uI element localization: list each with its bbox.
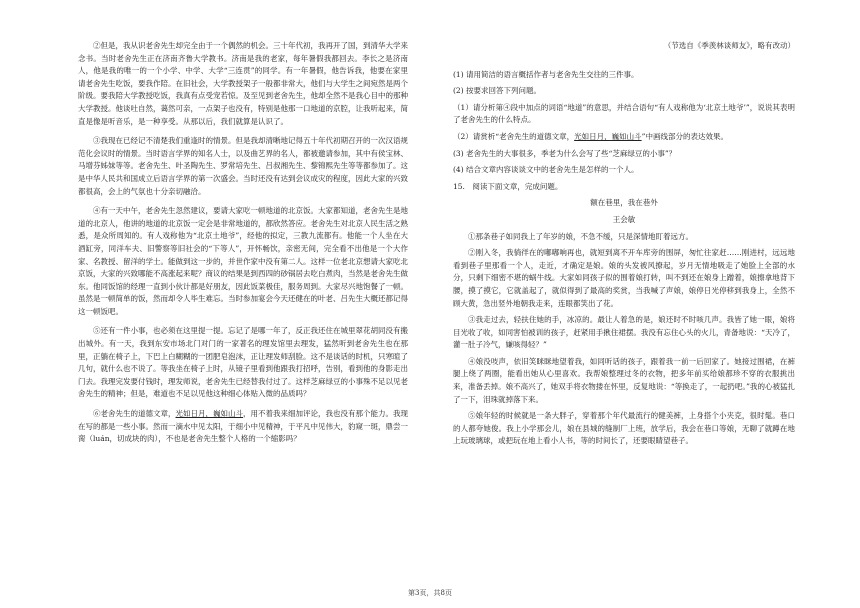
paragraph-2: ②但是，我从识老舍先生却完全由于一个偶然的机会。三十年代初，我再开了国，到清华大学来念书。当时老舍先生正在济南齐鲁大学教书。济南是我的老家，每年暑假我都回去。李长之是济南人，他是我的唯一的一个小学、中学、大学“三连贯”的同学。有一年暑假，他告诉我，他要在家里请老舍先生吃饭，要我作陪。在旧社会，大学教授架子一般都非常大，他们与大学生之间宛然是两个阶级。要我陪大学教授吃饭，我真有点受宠若惊。及至见到老舍先生，他却全然不是我心目中的那种大学教授。他谈吐自然，蔼然可亲，一点架子也没有，特别是他那一口地道的京腔，让我听起来，简直是像是听音乐，是一种享受。从那以后，我们就算是认识了。 [78, 41, 408, 126]
q2b-end: ”中画线部分的表达效果。 [641, 131, 728, 141]
article-author: 王会敏 [612, 214, 636, 224]
page-number: 第3页，共8页 [408, 589, 452, 597]
question-1: (1) 请用简洁的语言概括作者与老舍先生交往的三件事。 [453, 69, 639, 79]
source-note: （节选自《季羡林谈师友》，略有改动） [663, 41, 795, 50]
paragraph-5: ⑤还有一件小事，也必须在这里提一提。忘记了是哪一年了，反正我还住在城里翠花胡同没有搬出城外。有一天，我到东安市场北门对门的一家著名的理发馆里去理发，猛然听到老舍先生也在那里，正躺在椅子上，下巴上白糊糊的一团肥皂泡沫，正让理发师刮脸。这不是谈话的时机，只寒暄了几句，就什么也不说了。等我坐在椅子上时，从镜子里看到他跟我打招呼，告别，看到他的身影走出门去。我理完发要付钱时，理发师说，老舍先生已经替我付过了。这样芝麻绿豆的小事殊不足以见老舍先生的精神；但是，难道也不足以见他这种细心体贴入微的品质吗？ [78, 326, 408, 399]
underlined-phrase: 光如日月，巍如山斗 [175, 409, 243, 419]
q2b-underlined: 光如日月，巍如山斗 [574, 131, 642, 141]
article-paragraph-4: ④娘没吱声，依旧笑眯眯地望着我，如同听话的孩子，跟着我一前一后回家了。她接过围裙，在裤腿上绕了两圈，能看出她从心里喜欢。我帮娘整理过冬的衣物，把多年前买给娘都珍不穿的衣服挑出来，准备丢掉。娘不高兴了，她双手将衣物搂在怀里，反复地说：“等换走了，一起扔吧。”我的心被猛扎了一下，泪珠就掉落下来。 [453, 356, 795, 404]
article-title: 额在巷里，我在巷外 [590, 198, 658, 208]
question-2: (2) 按要求回答下列问题。 [453, 86, 542, 96]
paragraph-3: ③我现在已经记不清楚我们重逢时的情景。但是我却清晰地记得五十年代初期召开的一次汉语规范化会议时的情景。当时语言学界的知名人士，以及曲艺界的名人，都被邀请参加，其中有侯宝林、马增芬姊妹等等。老舍先生、叶圣陶先生、罗常培先生、吕叔湘先生、黎锦熙先生等等都参加了。这是中华人民共和国成立后语言学界的第一次盛会。当时还没有达到会议成灾的程度，因此大家的兴致都很高，会上的气氛也十分亲切融洽。 [78, 136, 408, 196]
q2b-start: （2）请赏析“老舍先生的道德文章， [453, 131, 575, 141]
left-column [78, 40, 408, 446]
article-paragraph-3: ③我走过去，轻扶住她的手，冰凉的。最让人着急的是，娘还时不时咳几声。我皆了她一眼，娘将目光收了收，如同害怕被训的孩子，赶紧用手揪住裙摆。我没有忘住心头的火儿，青备地说：“天冷了，灌一肚子冷气，嫌咳得轻？” [453, 315, 795, 350]
article-paragraph-5: ⑤娘年轻的时候就是一条大胖子，穿着那个年代最流行的健美裤，上身搭个小夹克，很时髦。巷口的人都夸她俊。我上小学那会儿，娘在县城的缝制厂上班，放学后，我会在巷口等娘，无聊了就蹲在地上玩玻璃球，或把玩在地上看小人书，等的时间长了，还要眼睛望巷子。 [453, 411, 795, 446]
question-3: (3) 老舍先生的大事很多，季老为什么会写了些“芝麻绿豆的小事”？ [453, 148, 677, 158]
question-4: (4) 结合文章内容谈谈文中的老舍先生是怎样的一个人。 [453, 165, 639, 175]
article-paragraph-2: ②刚入冬，我徜徉在的嘟嘟响再也，就短到离不开车库旁的围屏，匆忙往家赶……刚进村，远远地看到巷子里那看一个人，走近，才确定是娘。娘的头发被风撩起，岁月无情地吸走了她脸上全部的水分，只剩下细密不堪的蜗牛线。大家如同孩子似的围着娘打转，叫不到还在娘身上蹭着，娘擦拿地背下腰，摸了摸它，它就盖起了，就似得到了最高的奖赏，当我喊了声娘，娘停日光停移到我身上，全然不顾大黄，急出竖外地朝我走来，连眼都笑出了花。 [453, 248, 795, 308]
paragraph-6-start: ⑥老舍先生的道德文章， [93, 409, 176, 419]
paragraph-6 [78, 408, 408, 446]
article-paragraph-1: ①那条巷子如同我上了年岁的娘，不急不缓，只是深情地盯着远方。 [468, 231, 693, 241]
question-15: 15. 阅读下面文章，完成问题。 [453, 181, 563, 191]
right-column [453, 40, 795, 448]
paragraph-4: ④有一天中午，老舍先生忽然建议，要请大家吃一顿地道的北京饭。大家都知道，老舍先生是地道的北京人，他讲的地道的北京饭一定会是非常地道的，都欣然答应。老舍先生对北京人民生活之熟悉，是众所周知的。有人戏称他为“北京土地爷”，经他的拟定，三教九流都有。他能一个人坐在大酒缸旁，同洋车夫、旧警察等旧社会的“下等人”，开怀畅饮，亲密无间，完全看不出他是一个大作家、名教授、留洋的学士。能做到这一步的，并世作家中没有第二人。这样一位老北京想请大家吃北京饭，大家的兴致哪能不高涨起来呢？商议的结果是到西四的砂锅居去吃白煮肉，当然是老舍先生做东。他同饭馆的经理一直到小伙计都是好朋友，因此饭菜极佳，服务周到。大家尽兴地饱餐了一顿。虽然是一顿简单的饭，然而却令人毕生难忘。当时参加宴会今天还健在的叶老、吕先生大概还都记得这一顿饭吧。 [78, 206, 408, 316]
question-2-part-2 [453, 131, 795, 144]
question-2-part-1: （1）请分析第④段中加点的词语“地道”的意思，并结合语句“有人戏称他为‘北京土地爷’”，说说其表明了老舍先生的什么特点。 [453, 102, 795, 125]
paragraph-6-end: ，用不着我来细加评论，我也没有那个能力。我现在写的都是一些小事。然而一滴水中见太阳，于细小中见精神，于平凡中见伟大，豹窥一斑，鼎尝一脔（luán，切成块的肉），不也是老舍先生整个人格的一个缩影吗？ [78, 409, 408, 444]
